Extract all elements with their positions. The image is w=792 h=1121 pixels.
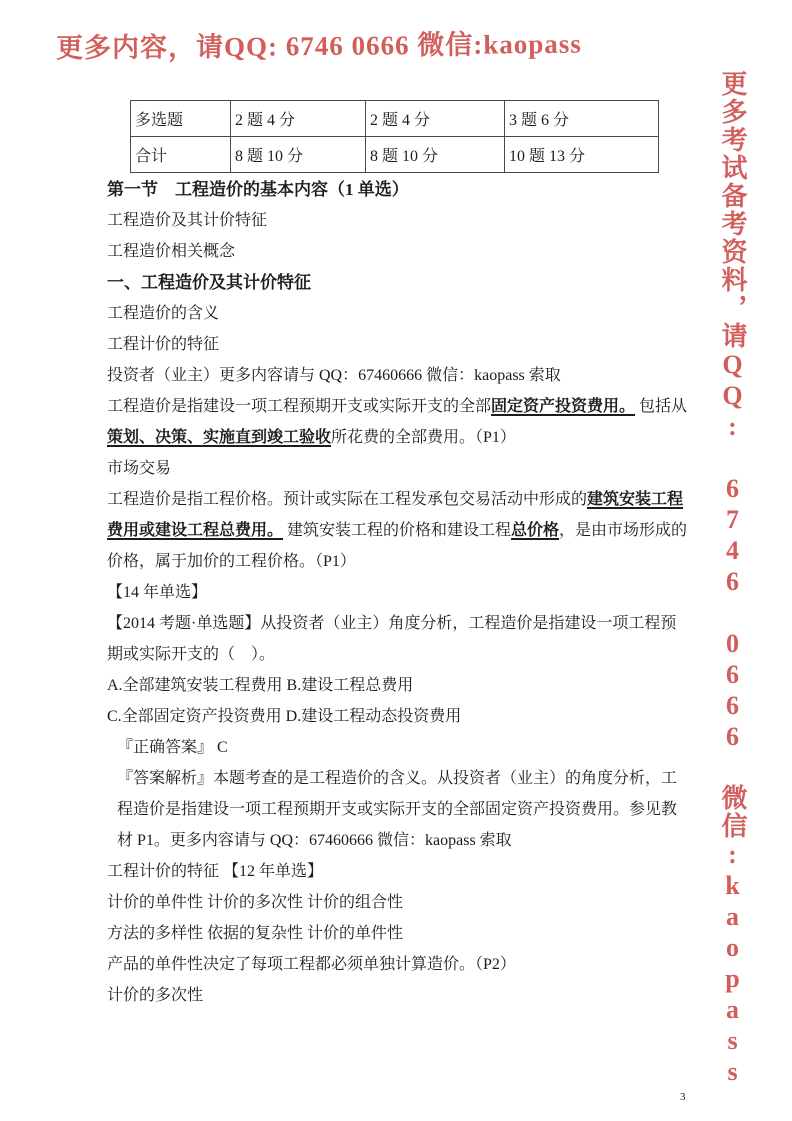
emphasized-text: 建筑安装工程 xyxy=(587,491,684,508)
text-run: 【14 年单选】 xyxy=(107,584,208,601)
table-cell: 10 题 13 分 xyxy=(505,137,659,173)
table-cell: 2 题 4 分 xyxy=(231,101,366,137)
text-run: 『答案解析』本题考查的是工程造价的含义。从投资者（业主）的角度分析，工 xyxy=(117,770,678,787)
text-run: 『正确答案』 C xyxy=(117,739,228,756)
text-line xyxy=(107,732,707,763)
text-run: 建筑安装工程的价格和建设工程 xyxy=(283,522,512,539)
text-line xyxy=(107,980,707,1011)
text-run: 工程计价的特征 【12 年单选】 xyxy=(107,863,324,880)
text-line xyxy=(107,453,707,484)
text-line xyxy=(107,577,707,608)
text-line xyxy=(107,763,707,794)
text-line xyxy=(107,887,707,918)
text-run: 价格，属于加价的工程价格。（P1） xyxy=(107,553,356,570)
section-heading xyxy=(107,174,707,205)
text-run: A.全部建筑安装工程费用 B.建设工程总费用 xyxy=(107,677,414,694)
table-cell: 2 题 4 分 xyxy=(366,101,505,137)
text-run: 第一节 工程造价的基本内容（1 单选） xyxy=(107,180,409,199)
table-row xyxy=(131,101,659,137)
table-cell: 多选题 xyxy=(131,101,231,137)
text-line xyxy=(107,701,707,732)
text-line xyxy=(107,918,707,949)
emphasized-text: 固定资产投资费用。 xyxy=(491,398,636,415)
emphasized-text: 策划、决策、实施直到竣工验收 xyxy=(107,429,332,446)
text-run: 包括从 xyxy=(635,398,688,415)
text-run: 工程造价是指工程价格。预计或实际在工程发承包交易活动中形成的 xyxy=(107,491,588,508)
text-line xyxy=(107,639,707,670)
table-cell: 合计 xyxy=(131,137,231,173)
text-line xyxy=(107,608,707,639)
watermark-right: 更多考试备考资料，请QQ: 6746 0666 微信:kaopass xyxy=(718,70,747,1088)
text-run: 【2014 考题·单选题】从投资者（业主）角度分析，工程造价是指建设一项工程预 xyxy=(107,615,677,632)
text-line xyxy=(107,391,707,422)
text-run: 工程计价的特征 xyxy=(107,336,220,353)
text-run: 工程造价及其计价特征 xyxy=(107,212,268,229)
text-line xyxy=(107,422,707,453)
text-run: 所花费的全部费用。（P1） xyxy=(331,429,516,446)
text-line xyxy=(107,949,707,980)
text-run: 计价的单件性 计价的多次性 计价的组合性 xyxy=(107,894,404,911)
text-line xyxy=(107,794,707,825)
text-line xyxy=(107,515,707,546)
text-line xyxy=(107,236,707,267)
emphasized-text: 总价格 xyxy=(511,522,560,539)
document-content xyxy=(107,174,707,1011)
text-run: 工程造价是指建设一项工程预期开支或实际开支的全部 xyxy=(107,398,492,415)
text-run: ，是由市场形成的 xyxy=(559,522,688,539)
text-run: 投资者（业主）更多内容请与 QQ：67460666 微信：kaopass 索取 xyxy=(107,367,561,384)
text-line xyxy=(107,856,707,887)
text-run: 工程造价相关概念 xyxy=(107,243,236,260)
text-line xyxy=(107,670,707,701)
text-run: 一、工程造价及其计价特征 xyxy=(107,273,311,292)
text-line xyxy=(107,205,707,236)
text-run: C.全部固定资产投资费用 D.建设工程动态投资费用 xyxy=(107,708,462,725)
table-cell: 3 题 6 分 xyxy=(505,101,659,137)
text-line xyxy=(107,360,707,391)
text-line xyxy=(107,329,707,360)
table-cell: 8 题 10 分 xyxy=(366,137,505,173)
text-run: 计价的多次性 xyxy=(107,987,204,1004)
section-heading xyxy=(107,267,707,298)
text-run: 工程造价的含义 xyxy=(107,305,220,322)
text-run: 材 P1。更多内容请与 QQ：67460666 微信：kaopass 索取 xyxy=(117,832,512,849)
text-line xyxy=(107,484,707,515)
text-line xyxy=(107,298,707,329)
score-table xyxy=(130,100,659,173)
score-table-body xyxy=(131,101,659,173)
text-line xyxy=(107,825,707,856)
page-number: 3 xyxy=(680,1091,686,1103)
text-run: 产品的单件性决定了每项工程都必须单独计算造价。（P2） xyxy=(107,956,516,973)
watermark-top: 更多内容，请QQ: 6746 0666 微信:kaopass xyxy=(55,28,582,64)
emphasized-text: 费用或建设工程总费用。 xyxy=(107,522,284,539)
table-cell: 8 题 10 分 xyxy=(231,137,366,173)
text-run: 期或实际开支的（ ）。 xyxy=(107,646,276,663)
text-run: 方法的多样性 依据的复杂性 计价的单件性 xyxy=(107,925,404,942)
table-row xyxy=(131,137,659,173)
text-run: 市场交易 xyxy=(107,460,172,477)
text-line xyxy=(107,546,707,577)
text-run: 程造价是指建设一项工程预期开支或实际开支的全部固定资产投资费用。参见教 xyxy=(117,801,678,818)
